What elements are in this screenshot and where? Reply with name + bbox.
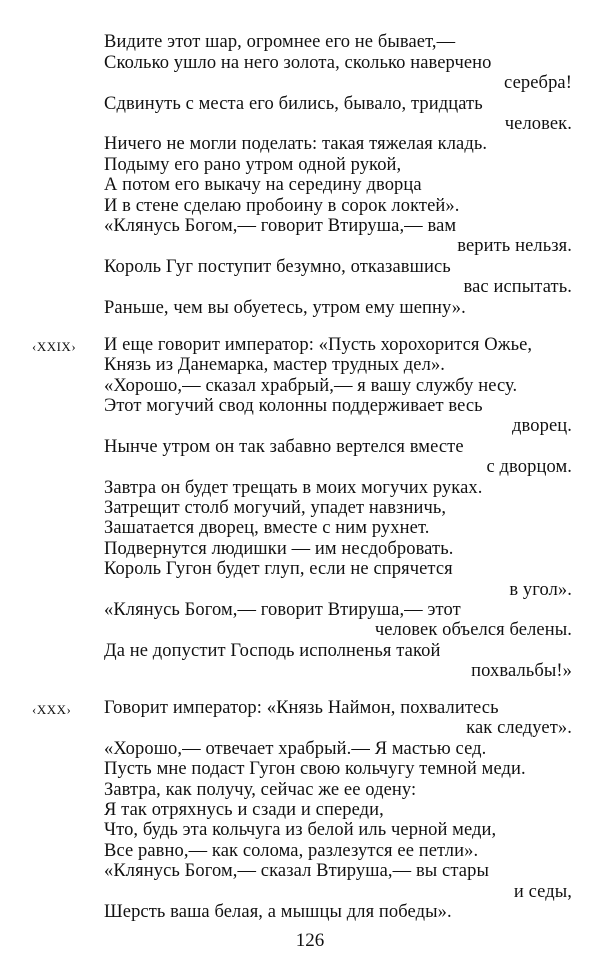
verse-line-continuation: серебра! — [504, 73, 572, 93]
verse-line: Сколько ушло на него золота, сколько наверчено — [104, 53, 492, 73]
verse-line: Подвернутся людишки — им несдобровать. — [104, 539, 454, 559]
verse-line: «Клянусь Богом,— говорит Втируша,— этот — [104, 600, 461, 620]
verse-line: А потом его выкачу на середину дворца — [104, 175, 422, 195]
verse-line: «Хорошо,— отвечает храбрый.— Я мастью сед. — [104, 739, 487, 759]
verse-line: Завтра он будет трещать в моих могучих руках. — [104, 478, 483, 498]
verse-line: Князь из Данемарка, мастер трудных дел». — [104, 355, 446, 375]
verse-line-continuation: с дворцом. — [486, 457, 572, 477]
verse-line-continuation: как следует». — [466, 718, 572, 738]
verse-line: Видите этот шар, огромнее его не бывает,— — [104, 32, 456, 52]
verse-line: Король Гугон будет глуп, если не спрячется — [104, 559, 453, 579]
verse-line-continuation: вас испытать. — [463, 277, 572, 297]
verse-line: Затрещит столб могучий, упадет навзничь, — [104, 498, 447, 518]
verse-line: Говорит император: «Князь Наймон, похвалитесь — [104, 698, 499, 718]
verse-line-continuation: дворец. — [512, 416, 572, 436]
verse-line-continuation: верить нельзя. — [457, 236, 572, 256]
page-number: 126 — [295, 930, 325, 951]
verse-line: И еще говорит император: «Пусть хорохорится Ожье, — [104, 335, 533, 355]
verse-line: Этот могучий свод колонны поддерживает весь — [104, 396, 483, 416]
verse-line: Да не допустит Господь исполненья такой — [104, 641, 441, 661]
verse-line: «Клянусь Богом,— сказал Втируша,— вы стары — [104, 861, 489, 881]
verse-line: Раньше, чем вы обуетесь, утром ему шепну». — [104, 298, 466, 318]
verse-line: Шерсть ваша белая, а мышцы для победы». — [104, 902, 452, 922]
verse-line: Завтра, как получу, сейчас же ее одену: — [104, 780, 417, 800]
verse-line-continuation: человек. — [504, 114, 572, 134]
verse-line-continuation: человек объелся белены. — [374, 620, 572, 640]
verse-line: Все равно,— как солома, разлезутся ее петли». — [104, 841, 479, 861]
stanza-marker: ‹XXX› — [32, 702, 72, 717]
verse-line: Ничего не могли поделать: такая тяжелая кладь. — [104, 134, 488, 154]
verse-line: «Хорошо,— сказал храбрый,— я вашу службу несу. — [104, 376, 518, 396]
verse-line: Что, будь эта кольчуга из белой иль черной меди, — [104, 820, 497, 840]
verse-line: Зашатается дворец, вместе с ним рухнет. — [104, 518, 430, 538]
verse-line: И в стене сделаю пробоину в сорок локтей». — [104, 196, 460, 216]
verse-line: Нынче утром он так забавно вертелся вместе — [104, 437, 464, 457]
verse-line-continuation: похвальбы!» — [471, 661, 572, 681]
verse-line: Я так отряхнусь и сзади и спереди, — [104, 800, 384, 820]
verse-line-continuation: в угол». — [509, 580, 572, 600]
verse-line: Король Гуг поступит безумно, отказавшись — [104, 257, 451, 277]
verse-line: Подыму его рано утром одной рукой, — [104, 155, 402, 175]
verse-line: Пусть мне подаст Гугон свою кольчугу темной меди. — [104, 759, 526, 779]
verse-line: «Клянусь Богом,— говорит Втируша,— вам — [104, 216, 457, 236]
verse-line-continuation: и седы, — [513, 882, 572, 902]
stanza-marker: ‹XXIX› — [32, 339, 77, 354]
verse-line: Сдвинуть с места его бились, бывало, тридцать — [104, 94, 483, 114]
